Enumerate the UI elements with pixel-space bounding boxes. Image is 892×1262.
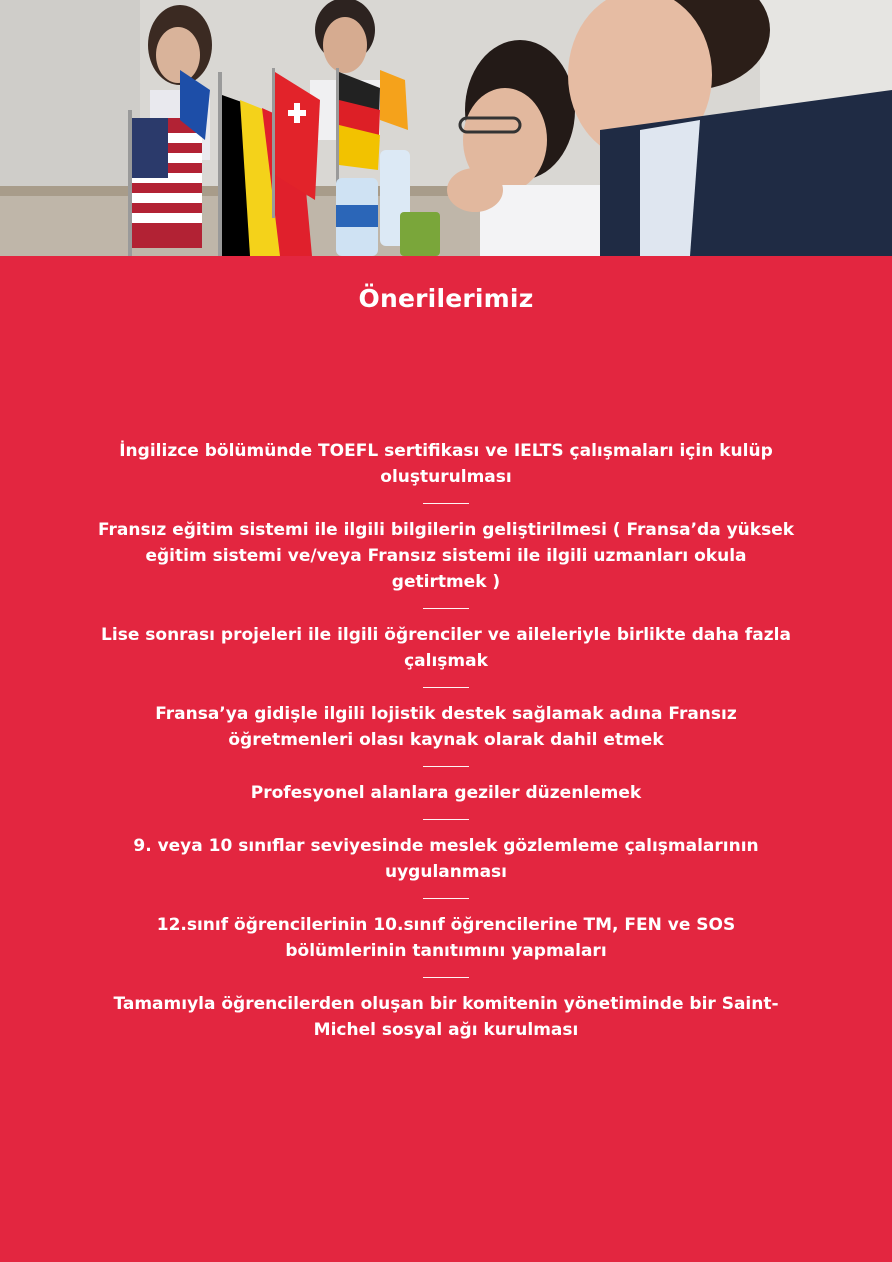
list-item: Fransız eğitim sistemi ile ilgili bilgilerin geliştirilmesi ( Fransa’da yüksek eğitim sistemi ve/veya Fransız sistemi ile ilgili uzmanları okula getirtmek ) — [97, 520, 795, 592]
list-item: 12.sınıf öğrencilerinin 10.sınıf öğrencilerine TM, FEN ve SOS bölümlerinin tanıtımını yapmaları — [156, 915, 736, 961]
divider — [423, 977, 469, 978]
list-item: Profesyonel alanlara geziler düzenlemek — [250, 783, 642, 803]
header-photo — [0, 0, 892, 256]
list-item: Tamamıyla öğrencilerden oluşan bir komitenin yönetiminde bir Saint-Michel sosyal ağı kurulması — [113, 994, 779, 1040]
divider — [423, 766, 469, 767]
divider — [423, 898, 469, 899]
divider — [423, 608, 469, 609]
recommendations-section — [0, 256, 892, 1262]
page-title: Önerilerimiz — [358, 284, 534, 313]
recommendation-list — [96, 438, 796, 1043]
list-item: Lise sonrası projeleri ile ilgili öğrenciler ve aileleriyle birlikte daha fazla çalışmak — [101, 625, 791, 671]
divider — [423, 503, 469, 504]
divider — [423, 819, 469, 820]
students-with-flags-illustration — [0, 0, 892, 256]
divider — [423, 687, 469, 688]
list-item: Fransa’ya gidişle ilgili lojistik destek sağlamak adına Fransız öğretmenleri olası kaynak olarak dahil etmek — [155, 704, 737, 750]
list-item: 9. veya 10 sınıflar seviyesinde meslek gözlemleme çalışmalarının uygulanması — [133, 836, 759, 882]
list-item: İngilizce bölümünde TOEFL sertifikası ve IELTS çalışmaları için kulüp oluşturulması — [119, 441, 773, 487]
